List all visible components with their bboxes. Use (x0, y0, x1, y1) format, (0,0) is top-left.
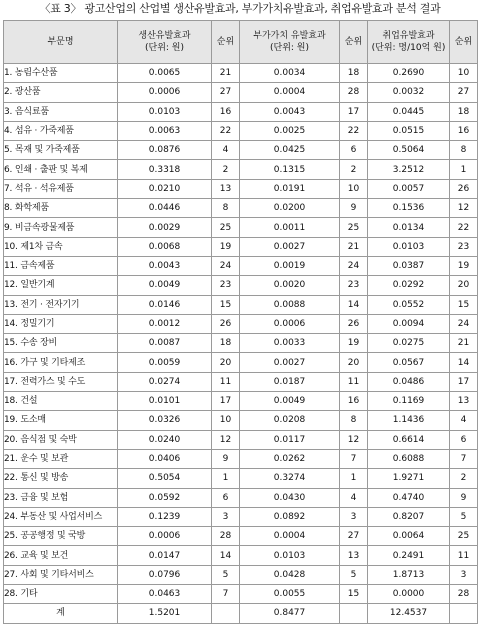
cell-employment: 0.2690 (368, 64, 450, 83)
cell-rank-employment: 26 (450, 179, 478, 198)
cell-production: 0.0274 (118, 372, 212, 391)
cell-employment: 0.0094 (368, 314, 450, 333)
header-employment (368, 21, 450, 64)
cell-employment: 1.1436 (368, 411, 450, 430)
cell-rank-production: 8 (212, 199, 240, 218)
cell-production: 0.3318 (118, 160, 212, 179)
cell-rank-production: 3 (212, 507, 240, 526)
cell-value-added: 0.0049 (240, 392, 340, 411)
header-rank-value-added: 순위 (340, 21, 368, 64)
cell-production: 0.0463 (118, 585, 212, 604)
cell-rank-production: 17 (212, 392, 240, 411)
cell-sector: 28. 기타 (4, 585, 118, 604)
cell-value-added: 0.0262 (240, 449, 340, 468)
cell-rank-employment: 8 (450, 141, 478, 160)
cell-rank-employment: 9 (450, 488, 478, 507)
cell-rank-production: 27 (212, 83, 240, 102)
cell-sector: 7. 석유 · 석유제품 (4, 179, 118, 198)
cell-production: 0.0240 (118, 430, 212, 449)
cell-employment: 0.4740 (368, 488, 450, 507)
cell-value-added: 0.0200 (240, 199, 340, 218)
cell-employment: 0.0292 (368, 276, 450, 295)
cell-rank-production: 26 (212, 314, 240, 333)
table-row (4, 411, 478, 430)
cell-value-added: 0.0019 (240, 256, 340, 275)
cell-employment: 0.0445 (368, 102, 450, 121)
total-value-added: 0.8477 (240, 604, 340, 623)
cell-employment: 0.0134 (368, 218, 450, 237)
cell-rank-value-added: 26 (340, 314, 368, 333)
cell-rank-production: 25 (212, 218, 240, 237)
cell-employment: 0.1536 (368, 199, 450, 218)
cell-production: 0.0147 (118, 546, 212, 565)
cell-production: 0.0406 (118, 449, 212, 468)
cell-rank-employment: 21 (450, 334, 478, 353)
cell-rank-production: 28 (212, 527, 240, 546)
cell-employment: 1.8713 (368, 565, 450, 584)
cell-production: 0.0059 (118, 353, 212, 372)
cell-sector: 16. 가구 및 기타제조 (4, 353, 118, 372)
table-row (4, 179, 478, 198)
cell-rank-value-added: 9 (340, 199, 368, 218)
table-body (4, 64, 478, 624)
cell-sector: 19. 도소매 (4, 411, 118, 430)
cell-value-added: 0.0088 (240, 295, 340, 314)
cell-rank-value-added: 1 (340, 469, 368, 488)
cell-production: 0.0029 (118, 218, 212, 237)
table-row (4, 314, 478, 333)
header-production (118, 21, 212, 64)
cell-rank-value-added: 8 (340, 411, 368, 430)
cell-rank-employment: 14 (450, 353, 478, 372)
cell-value-added: 0.0011 (240, 218, 340, 237)
cell-rank-value-added: 27 (340, 527, 368, 546)
cell-rank-production: 11 (212, 372, 240, 391)
total-production: 1.5201 (118, 604, 212, 623)
cell-production: 0.0146 (118, 295, 212, 314)
cell-value-added: 0.0025 (240, 121, 340, 140)
cell-rank-employment: 20 (450, 276, 478, 295)
cell-rank-employment: 15 (450, 295, 478, 314)
table-row (4, 295, 478, 314)
cell-production: 0.0006 (118, 527, 212, 546)
cell-rank-production: 6 (212, 488, 240, 507)
cell-employment: 0.0000 (368, 585, 450, 604)
cell-value-added: 0.0103 (240, 546, 340, 565)
cell-employment: 0.8207 (368, 507, 450, 526)
table-row (4, 102, 478, 121)
total-employment: 12.4537 (368, 604, 450, 623)
cell-sector: 20. 음식점 및 숙박 (4, 430, 118, 449)
cell-rank-value-added: 15 (340, 585, 368, 604)
total-rank-value-added-empty (340, 604, 368, 623)
cell-rank-value-added: 20 (340, 353, 368, 372)
total-rank-employment-empty (450, 604, 478, 623)
cell-rank-employment: 28 (450, 585, 478, 604)
cell-rank-value-added: 4 (340, 488, 368, 507)
cell-rank-employment: 2 (450, 469, 478, 488)
cell-rank-employment: 19 (450, 256, 478, 275)
table-row (4, 546, 478, 565)
cell-sector: 15. 수송 장비 (4, 334, 118, 353)
cell-rank-value-added: 16 (340, 392, 368, 411)
header-sector: 부문명 (4, 21, 118, 64)
cell-rank-employment: 7 (450, 449, 478, 468)
cell-employment: 0.0486 (368, 372, 450, 391)
cell-value-added: 0.0004 (240, 527, 340, 546)
cell-rank-employment: 5 (450, 507, 478, 526)
cell-sector: 3. 음식료품 (4, 102, 118, 121)
header-value-added-line1: 부가가치 유발효과 (253, 31, 326, 41)
cell-production: 0.5054 (118, 469, 212, 488)
cell-production: 0.0103 (118, 102, 212, 121)
cell-rank-production: 24 (212, 256, 240, 275)
cell-rank-production: 22 (212, 121, 240, 140)
cell-rank-employment: 13 (450, 392, 478, 411)
cell-value-added: 0.0191 (240, 179, 340, 198)
cell-rank-value-added: 24 (340, 256, 368, 275)
table-row (4, 237, 478, 256)
cell-employment: 0.0515 (368, 121, 450, 140)
cell-rank-value-added: 2 (340, 160, 368, 179)
cell-rank-value-added: 21 (340, 237, 368, 256)
table-row (4, 218, 478, 237)
cell-rank-employment: 10 (450, 64, 478, 83)
cell-rank-value-added: 13 (340, 546, 368, 565)
cell-sector: 27. 사회 및 기타서비스 (4, 565, 118, 584)
cell-sector: 6. 인쇄 · 출판 및 복제 (4, 160, 118, 179)
cell-production: 0.0043 (118, 256, 212, 275)
table-row (4, 469, 478, 488)
cell-employment: 0.0275 (368, 334, 450, 353)
cell-employment: 0.2491 (368, 546, 450, 565)
cell-value-added: 0.0208 (240, 411, 340, 430)
cell-rank-value-added: 17 (340, 102, 368, 121)
cell-rank-production: 14 (212, 546, 240, 565)
cell-rank-production: 15 (212, 295, 240, 314)
table-caption: 〈표 3〉 광고산업의 산업별 생산유발효과, 부가가치유발효과, 취업유발효과 분석 결과 (39, 2, 441, 15)
cell-rank-production: 5 (212, 565, 240, 584)
header-value-added-line2: (단위: 원) (270, 43, 309, 53)
cell-sector: 23. 금융 및 보험 (4, 488, 118, 507)
table-row (4, 527, 478, 546)
header-employment-line1: 취업유발효과 (382, 31, 435, 41)
cell-employment: 0.0064 (368, 527, 450, 546)
cell-rank-employment: 1 (450, 160, 478, 179)
cell-rank-production: 10 (212, 411, 240, 430)
cell-sector: 18. 건설 (4, 392, 118, 411)
cell-value-added: 0.3274 (240, 469, 340, 488)
cell-employment: 0.0552 (368, 295, 450, 314)
cell-production: 0.0592 (118, 488, 212, 507)
cell-production: 0.0326 (118, 411, 212, 430)
cell-rank-employment: 16 (450, 121, 478, 140)
table-row (4, 83, 478, 102)
cell-sector: 12. 일반기계 (4, 276, 118, 295)
cell-rank-employment: 3 (450, 565, 478, 584)
table-row (4, 160, 478, 179)
header-production-line2: (단위: 원) (145, 43, 184, 53)
cell-sector: 9. 비금속광물제품 (4, 218, 118, 237)
table-row (4, 199, 478, 218)
cell-production: 0.0012 (118, 314, 212, 333)
cell-rank-employment: 12 (450, 199, 478, 218)
cell-production: 0.0068 (118, 237, 212, 256)
cell-sector: 13. 전기 · 전자기기 (4, 295, 118, 314)
cell-rank-employment: 6 (450, 430, 478, 449)
cell-rank-employment: 17 (450, 372, 478, 391)
cell-production: 0.0006 (118, 83, 212, 102)
cell-sector: 1. 농림수산품 (4, 64, 118, 83)
results-table (3, 20, 478, 624)
total-rank-production-empty (212, 604, 240, 623)
cell-rank-employment: 18 (450, 102, 478, 121)
cell-rank-value-added: 25 (340, 218, 368, 237)
cell-production: 0.0446 (118, 199, 212, 218)
table-row (4, 334, 478, 353)
cell-rank-value-added: 12 (340, 430, 368, 449)
cell-rank-value-added: 3 (340, 507, 368, 526)
cell-value-added: 0.0425 (240, 141, 340, 160)
table-row (4, 430, 478, 449)
cell-sector: 10. 제1차 금속 (4, 237, 118, 256)
cell-value-added: 0.0055 (240, 585, 340, 604)
cell-rank-value-added: 11 (340, 372, 368, 391)
cell-sector: 14. 정밀기기 (4, 314, 118, 333)
header-rank-employment: 순위 (450, 21, 478, 64)
cell-value-added: 0.0430 (240, 488, 340, 507)
cell-sector: 8. 화학제품 (4, 199, 118, 218)
cell-employment: 0.5064 (368, 141, 450, 160)
cell-sector: 4. 섬유 · 가죽제품 (4, 121, 118, 140)
cell-rank-employment: 24 (450, 314, 478, 333)
cell-sector: 26. 교육 및 보건 (4, 546, 118, 565)
table-row (4, 121, 478, 140)
total-label: 계 (4, 604, 118, 623)
cell-production: 0.0210 (118, 179, 212, 198)
table-row (4, 488, 478, 507)
cell-rank-employment: 4 (450, 411, 478, 430)
cell-rank-production: 12 (212, 430, 240, 449)
table-row (4, 585, 478, 604)
cell-rank-value-added: 22 (340, 121, 368, 140)
cell-rank-production: 9 (212, 449, 240, 468)
cell-rank-value-added: 23 (340, 276, 368, 295)
cell-employment: 0.6088 (368, 449, 450, 468)
cell-value-added: 0.0006 (240, 314, 340, 333)
cell-sector: 25. 공공행정 및 국방 (4, 527, 118, 546)
cell-rank-value-added: 14 (340, 295, 368, 314)
table-row (4, 141, 478, 160)
cell-value-added: 0.0020 (240, 276, 340, 295)
cell-production: 0.0049 (118, 276, 212, 295)
table-row (4, 392, 478, 411)
cell-rank-production: 19 (212, 237, 240, 256)
cell-value-added: 0.0027 (240, 237, 340, 256)
cell-rank-value-added: 18 (340, 64, 368, 83)
cell-employment: 3.2512 (368, 160, 450, 179)
cell-rank-production: 18 (212, 334, 240, 353)
table-row (4, 507, 478, 526)
cell-sector: 17. 전력가스 및 수도 (4, 372, 118, 391)
cell-employment: 1.9271 (368, 469, 450, 488)
cell-rank-value-added: 19 (340, 334, 368, 353)
cell-rank-value-added: 7 (340, 449, 368, 468)
cell-rank-production: 16 (212, 102, 240, 121)
cell-rank-employment: 11 (450, 546, 478, 565)
cell-value-added: 0.0043 (240, 102, 340, 121)
table-row (4, 449, 478, 468)
cell-production: 0.0063 (118, 121, 212, 140)
table-row (4, 353, 478, 372)
cell-production: 0.0087 (118, 334, 212, 353)
cell-rank-employment: 27 (450, 83, 478, 102)
cell-value-added: 0.0187 (240, 372, 340, 391)
cell-production: 0.0065 (118, 64, 212, 83)
cell-employment: 0.0567 (368, 353, 450, 372)
table-row (4, 276, 478, 295)
total-row (4, 604, 478, 623)
cell-sector: 11. 금속제품 (4, 256, 118, 275)
header-employment-line2: (단위: 명/10억 원) (371, 43, 446, 53)
cell-sector: 22. 통신 및 방송 (4, 469, 118, 488)
table-row (4, 372, 478, 391)
cell-sector: 21. 운수 및 보관 (4, 449, 118, 468)
cell-employment: 0.0057 (368, 179, 450, 198)
cell-rank-production: 13 (212, 179, 240, 198)
cell-rank-production: 2 (212, 160, 240, 179)
table-row (4, 565, 478, 584)
cell-employment: 0.0387 (368, 256, 450, 275)
cell-value-added: 0.0428 (240, 565, 340, 584)
cell-value-added: 0.0117 (240, 430, 340, 449)
cell-rank-value-added: 10 (340, 179, 368, 198)
cell-rank-value-added: 6 (340, 141, 368, 160)
cell-rank-production: 7 (212, 585, 240, 604)
cell-sector: 24. 부동산 및 사업서비스 (4, 507, 118, 526)
cell-rank-production: 23 (212, 276, 240, 295)
cell-rank-value-added: 28 (340, 83, 368, 102)
cell-rank-production: 20 (212, 353, 240, 372)
header-value-added (240, 21, 340, 64)
cell-employment: 0.0032 (368, 83, 450, 102)
cell-rank-employment: 22 (450, 218, 478, 237)
cell-production: 0.1239 (118, 507, 212, 526)
cell-production: 0.0101 (118, 392, 212, 411)
header-production-line1: 생산유발효과 (138, 31, 191, 41)
cell-value-added: 0.1315 (240, 160, 340, 179)
cell-value-added: 0.0033 (240, 334, 340, 353)
cell-production: 0.0796 (118, 565, 212, 584)
cell-employment: 0.6614 (368, 430, 450, 449)
header-rank-production: 순위 (212, 21, 240, 64)
cell-sector: 2. 광산품 (4, 83, 118, 102)
cell-rank-employment: 25 (450, 527, 478, 546)
cell-rank-production: 1 (212, 469, 240, 488)
cell-sector: 5. 목재 및 가죽제품 (4, 141, 118, 160)
cell-value-added: 0.0034 (240, 64, 340, 83)
cell-rank-value-added: 5 (340, 565, 368, 584)
cell-employment: 0.0103 (368, 237, 450, 256)
table-row (4, 64, 478, 83)
cell-employment: 0.1169 (368, 392, 450, 411)
cell-production: 0.0876 (118, 141, 212, 160)
table-row (4, 256, 478, 275)
cell-rank-production: 4 (212, 141, 240, 160)
cell-value-added: 0.0004 (240, 83, 340, 102)
cell-rank-employment: 23 (450, 237, 478, 256)
header-row (4, 21, 478, 64)
cell-value-added: 0.0892 (240, 507, 340, 526)
cell-rank-production: 21 (212, 64, 240, 83)
cell-value-added: 0.0027 (240, 353, 340, 372)
